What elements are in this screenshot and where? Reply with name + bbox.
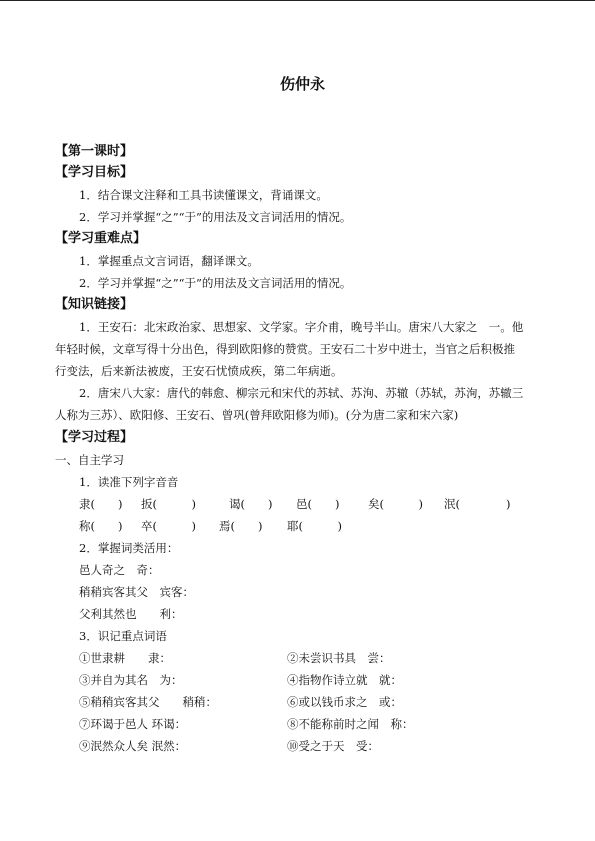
key-word-item[interactable]: ⑤稍稍宾客其父 稍稍： — [79, 695, 217, 709]
key-word-item[interactable]: ⑥或以钱币求之 或： — [287, 695, 402, 709]
key-word-item[interactable]: ⑨泯然众人矣 泯然： — [79, 739, 187, 753]
key-word-item[interactable]: ②未尝识书具 尝： — [287, 651, 391, 665]
page-title: 伤仲永 — [280, 75, 326, 93]
knowledge-item1-line3: 行变法，后来新法被废，王安石忧愤成疾，第二年病逝。 — [55, 364, 343, 378]
knowledge-item1-line1: 1．王安石：北宋政治家、思想家、文学家。字介甫，晚号半山。唐宋八大家之 一。他 — [79, 320, 524, 334]
pronunciation-blank[interactable]: 邑( ) — [296, 497, 340, 511]
question-2-label: 2．掌握词类活用： — [79, 541, 179, 555]
key-word-item[interactable]: ⑧不能称前时之闻 称： — [287, 717, 414, 731]
key-word-item[interactable]: ①世隶耕 隶： — [79, 651, 171, 665]
pronunciation-blank[interactable]: 隶( ) — [79, 497, 123, 511]
goal-item-2: 2．学习并掌握“之”“于”的用法及文言词活用的情况。 — [79, 210, 352, 224]
pronunciation-blank[interactable]: 称( ) — [79, 519, 123, 533]
word-class-item[interactable]: 父利其然也 利： — [79, 607, 183, 621]
goal-item-1: 1．结合课文注释和工具书读懂课文，背诵课文。 — [79, 188, 328, 202]
key-word-item[interactable]: ④指物作诗立就 就： — [287, 673, 402, 687]
key-word-item[interactable]: ⑩受之于天 受： — [287, 739, 379, 753]
pronunciation-blank[interactable]: 矣( ) — [368, 497, 423, 511]
keypoint-item-2: 2．学习并掌握“之”“于”的用法及文言词活用的情况。 — [79, 276, 352, 290]
pronunciation-blank[interactable]: 泯( ) — [444, 497, 511, 511]
pronunciation-blank[interactable]: 耶( ) — [287, 519, 342, 533]
word-class-item[interactable]: 邑人奇之 奇： — [79, 563, 160, 577]
pronunciation-blank[interactable]: 卒( ) — [141, 519, 196, 533]
word-class-item[interactable]: 稍稍宾客其父 宾客： — [79, 585, 194, 599]
knowledge-item1-line2: 年轻时候，文章写得十分出色，得到欧阳修的赞赏。王安石二十岁中进士，当官之后积极推 — [55, 342, 515, 356]
pronunciation-blank[interactable]: 焉( ) — [219, 519, 263, 533]
key-word-item[interactable]: ⑦环谒于邑人 环谒： — [79, 717, 187, 731]
key-word-item[interactable]: ③并自为其名 为： — [79, 673, 183, 687]
section-heading-goals: 【学习目标】 — [55, 165, 134, 180]
knowledge-item2-line1: 2．唐宋八大家：唐代的韩愈、柳宗元和宋代的苏轼、苏洵、苏辙（苏轼，苏洵，苏辙三 — [79, 386, 524, 400]
page-top-border — [0, 0, 595, 1]
pronunciation-blank[interactable]: 谒( ) — [229, 497, 273, 511]
section-heading-knowledge: 【知识链接】 — [55, 297, 134, 312]
question-1-label: 1．读准下列字音音 — [79, 475, 179, 489]
section-heading-keypoints: 【学习重难点】 — [55, 231, 147, 246]
keypoint-item-1: 1．掌握重点文言词语，翻译课文。 — [79, 254, 259, 268]
process-part1-heading: 一、自主学习 — [55, 453, 124, 467]
section-heading-process: 【学习过程】 — [55, 430, 134, 445]
section-heading-lesson1: 【第一课时】 — [55, 144, 134, 159]
knowledge-item2-line2: 人称为三苏）、欧阳修、王安石、曾巩(曾拜欧阳修为师)。(分为唐二家和宋六家) — [55, 408, 459, 422]
pronunciation-blank[interactable]: 扳( ) — [141, 497, 196, 511]
question-3-label: 3．识记重点词语 — [79, 629, 167, 643]
